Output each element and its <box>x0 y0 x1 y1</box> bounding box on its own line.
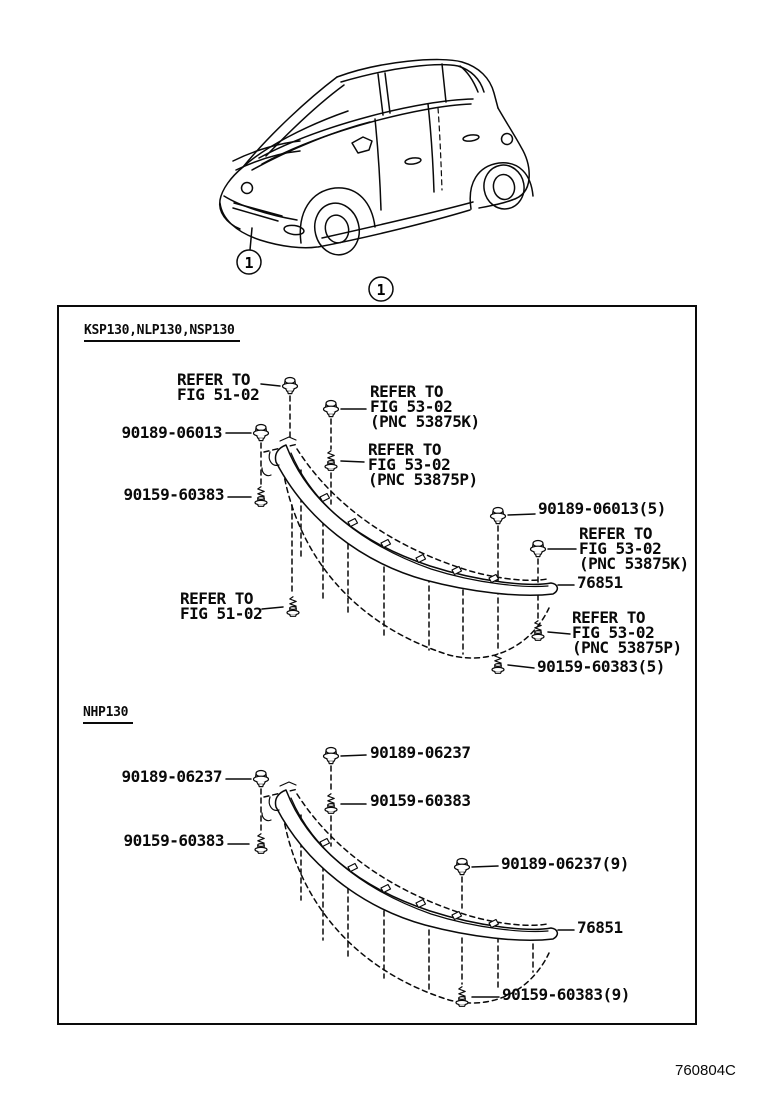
label-line: (PNC 53875P) <box>368 470 478 489</box>
label-line: 90189-06237 <box>121 767 222 786</box>
refer-fig51-top <box>177 372 259 402</box>
figure-code: 760804C <box>675 1062 736 1079</box>
part-90159-60383-9 <box>502 987 630 1002</box>
label-line: 90159-60383 <box>123 485 224 504</box>
vehicle-line-art <box>220 60 533 260</box>
part-76851-lower <box>577 920 623 935</box>
label-line: 90159-60383(5) <box>537 657 665 676</box>
label-line: REFER TO <box>579 524 653 543</box>
label-line: 90189-06237 <box>370 743 471 762</box>
label-line: REFER TO <box>370 382 444 401</box>
part-90189-06237-right <box>370 745 470 760</box>
label-line: REFER TO <box>368 440 442 459</box>
label-line: (PNC 53875P) <box>572 638 682 657</box>
label-line: FIG 51-02 <box>177 385 260 404</box>
label-line: 90159-60383 <box>123 831 224 850</box>
label-line: REFER TO <box>177 370 251 389</box>
label-line: 76851 <box>577 918 623 937</box>
label-line: FIG 51-02 <box>180 604 263 623</box>
refer-fig53-p-mid <box>368 442 478 487</box>
label-line: (PNC 53875K) <box>579 554 689 573</box>
label-line: 90189-06237(9) <box>501 854 629 873</box>
refer-fig53-p-right <box>572 610 682 655</box>
label-line: 76851 <box>577 573 623 592</box>
part-90189-06013 <box>122 425 222 440</box>
refer-fig53-k-right <box>579 526 689 571</box>
label-line: 90189-06013 <box>121 423 222 442</box>
label-line: 90189-06013(5) <box>538 499 666 518</box>
callout-number: 1 <box>376 281 386 299</box>
part-90159-60383-left <box>124 833 224 848</box>
callout-1-legend <box>369 277 393 301</box>
label-line: FIG 53-02 <box>572 623 655 642</box>
label-line: FIG 53-02 <box>368 455 451 474</box>
part-76851-upper <box>577 575 623 590</box>
section-header-ksp130: KSP130,NLP130,NSP130 <box>84 324 240 342</box>
refer-fig51-bottom <box>180 591 262 621</box>
label-line: 90159-60383(9) <box>502 985 630 1004</box>
label-line: REFER TO <box>180 589 254 608</box>
part-90159-60383 <box>124 487 224 502</box>
part-90159-60383-5 <box>537 659 665 674</box>
label-line: REFER TO <box>572 608 646 627</box>
label-line: (PNC 53875K) <box>370 412 480 431</box>
part-90159-60383-right <box>370 793 470 808</box>
part-90189-06013-5 <box>538 501 666 516</box>
part-90189-06237-9 <box>501 856 629 871</box>
label-line: 90159-60383 <box>370 791 471 810</box>
label-line: FIG 53-02 <box>370 397 453 416</box>
label-line: FIG 53-02 <box>579 539 662 558</box>
part-90189-06237-left <box>122 769 222 784</box>
section-header-nhp130: NHP130 <box>83 706 133 724</box>
refer-fig53-k-mid <box>370 384 480 429</box>
callout-number: 1 <box>244 254 254 272</box>
